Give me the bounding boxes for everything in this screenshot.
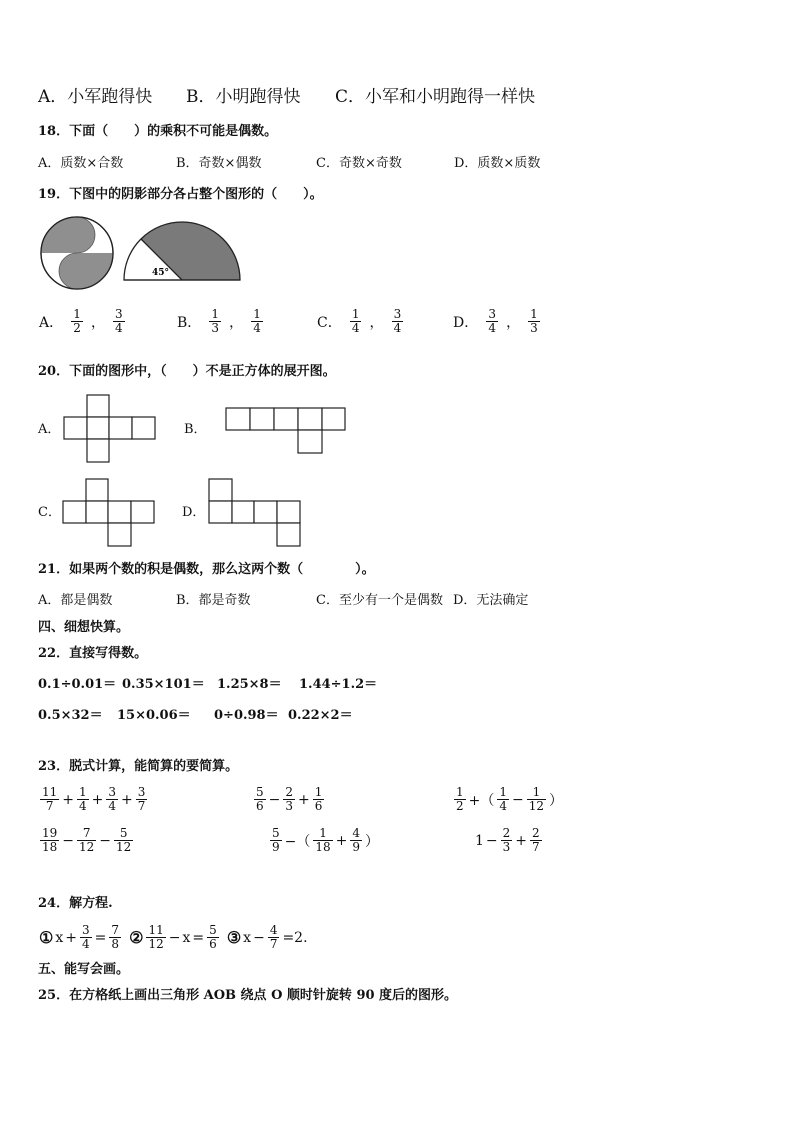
q21-option-b[interactable]: B．都是奇数 <box>176 593 251 608</box>
q25-stem: 25．在方格纸上画出三角形 AOB 绕点 O 顺时针旋转 90 度后的图形。 <box>38 988 458 1003</box>
numerator: 3 <box>81 923 90 937</box>
variable-x: x <box>243 929 252 946</box>
q24-stem: 24．解方程. <box>38 896 113 911</box>
q19-stem: 19．下图中的阴影部分各占整个图形的（ ）。 <box>38 187 323 202</box>
q18-option-b[interactable]: B．奇数×偶数 <box>176 156 262 171</box>
denominator: 7 <box>532 840 540 854</box>
numerator: 1 <box>456 785 464 799</box>
q22-item[interactable]: 0.1÷0.01＝ <box>38 677 117 692</box>
numerator: 1 <box>499 785 508 799</box>
numerator: 1 <box>79 785 87 799</box>
q18-option-a[interactable]: A．质数×合数 <box>38 156 124 171</box>
circled-two-marker: ② <box>129 928 144 947</box>
numerator: 7 <box>77 827 96 841</box>
equals-two: =2. <box>282 929 308 946</box>
q19-option-d[interactable] <box>452 308 542 335</box>
q20-label-d[interactable]: D． <box>182 505 206 520</box>
numerator: 19 <box>42 826 58 840</box>
q19-c-letter: C． <box>317 314 342 331</box>
numerator: 1 <box>211 307 220 321</box>
q23-expr-4[interactable]: $\frac{19}{18}$ − $\frac{7}{12}$ − $\frac{5}{12}$ <box>42 826 132 854</box>
q18-option-d[interactable]: D．质数×质数 <box>454 156 541 171</box>
numerator: 3 <box>137 785 146 799</box>
q19-a-letter: A． <box>39 314 64 331</box>
denominator: 18 <box>315 840 331 854</box>
q20-stem: 20．下面的图形中，（ ）不是正方体的展开图。 <box>38 364 336 379</box>
denominator: 4 <box>488 321 496 335</box>
q18-stem: 18．下面（ ）的乘积不可能是偶数。 <box>38 124 278 139</box>
denominator: 12 <box>148 937 164 951</box>
denominator: 4 <box>351 321 360 335</box>
q20-label-a[interactable]: A． <box>38 422 61 437</box>
numerator: 4 <box>269 923 278 937</box>
denominator: 4 <box>393 321 402 335</box>
denominator: 6 <box>256 799 264 813</box>
numerator: 1 <box>314 785 323 799</box>
q23-expr-6[interactable]: 1 − $\frac{2}{3}$ + $\frac{2}{7}$ <box>475 826 540 854</box>
numerator: 2 <box>532 826 540 840</box>
numerator: 7 <box>111 923 119 937</box>
variable-x: x <box>55 929 64 946</box>
q19-option-a[interactable] <box>38 308 127 335</box>
q23-expr-3[interactable]: $\frac{1}{2}$ +（ $\frac{1}{4}$ − $\frac{1}{12}$ ） <box>456 785 564 813</box>
section-4-title: 四、细想快算。 <box>38 620 130 635</box>
denominator: 4 <box>499 799 508 813</box>
denominator: 12 <box>79 840 95 854</box>
q23-expr-5[interactable]: $\frac{5}{9}$ −（ $\frac{1}{18}$ + $\frac{4}{9}$ ） <box>272 826 380 854</box>
separator: ， <box>90 314 105 331</box>
numerator: 1 <box>527 786 546 800</box>
q17-option-c[interactable]: C．小军和小明跑得一样快 <box>335 87 536 107</box>
q19-option-b[interactable] <box>176 308 265 335</box>
denominator: 7 <box>45 799 54 813</box>
circled-three-marker: ③ <box>226 928 242 947</box>
q22-item[interactable]: 0.5×32＝ <box>38 708 103 723</box>
section-5-title: 五、能写会画。 <box>38 962 130 977</box>
q22-item[interactable]: 0.22×2＝ <box>288 708 353 723</box>
numerator: 1 <box>313 827 332 841</box>
numerator: 5 <box>272 826 280 840</box>
q23-expr-1[interactable]: $\frac{11}{7}$ + $\frac{1}{4}$ + $\frac{3}{4}$ + $\frac{3}{7}$ <box>42 785 146 813</box>
denominator: 7 <box>137 799 146 813</box>
q22-item[interactable]: 1.44÷1.2＝ <box>299 677 378 692</box>
denominator: 6 <box>314 799 323 813</box>
q22-item[interactable]: 1.25×8＝ <box>217 677 282 692</box>
q24-equations[interactable]: ① x + $\frac{3}{4}$ = $\frac{7}{8}$ ② $\frac{11}{12}$ − x = $\frac{5}{6}$ ③ x − $\frac{4}{7}$ =2. <box>39 923 308 951</box>
cube-net-d[interactable] <box>208 478 302 548</box>
denominator: 4 <box>81 937 90 951</box>
q20-label-c[interactable]: C． <box>38 505 61 520</box>
denominator: 4 <box>79 799 87 813</box>
denominator: 4 <box>253 321 261 335</box>
denominator: 2 <box>73 321 81 335</box>
numerator: 3 <box>115 307 123 321</box>
angle-label: 45° <box>152 268 170 278</box>
q22-item[interactable]: 0÷0.98＝ <box>214 708 279 723</box>
denominator: 4 <box>108 799 117 813</box>
numerator: 11 <box>42 785 58 799</box>
circled-one-marker: ① <box>39 928 54 947</box>
numerator: 3 <box>488 307 496 321</box>
numerator: 1 <box>351 307 360 321</box>
variable-x: x <box>182 929 191 946</box>
denominator: 7 <box>269 937 278 951</box>
numerator: 5 <box>256 785 264 799</box>
q21-option-c[interactable]: C．至少有一个是偶数 <box>316 593 443 608</box>
numerator: 2 <box>285 785 294 799</box>
numerator: 2 <box>502 826 511 840</box>
cube-net-b[interactable] <box>225 407 347 455</box>
cube-net-a[interactable] <box>63 394 157 464</box>
integer-one: 1 <box>475 832 484 849</box>
denominator: 9 <box>272 840 280 854</box>
q23-stem: 23．脱式计算，能简算的要简算。 <box>38 759 239 774</box>
numerator: 4 <box>352 826 361 840</box>
q21-stem: 21．如果两个数的积是偶数，那么这两个数（ ）。 <box>38 562 375 577</box>
q22-item[interactable]: 0.35×101＝ <box>122 677 205 692</box>
numerator: 3 <box>393 307 402 321</box>
separator: ， <box>369 314 384 331</box>
separator: ， <box>229 314 244 331</box>
numerator: 1 <box>530 307 538 321</box>
q17-option-a[interactable]: A．小军跑得快 <box>38 87 153 107</box>
numerator: 5 <box>209 923 217 937</box>
pinwheel-circle-figure <box>40 216 114 290</box>
q22-stem: 22．直接写得数。 <box>38 646 148 661</box>
q18-option-c[interactable]: C．奇数×奇数 <box>316 156 402 171</box>
q19-b-letter: B． <box>177 314 202 331</box>
q19-d-letter: D． <box>453 314 479 331</box>
denominator: 3 <box>211 321 220 335</box>
denominator: 6 <box>209 937 217 951</box>
q22-item[interactable]: 15×0.06＝ <box>117 708 191 723</box>
denominator: 8 <box>111 937 119 951</box>
numerator: 5 <box>114 827 133 841</box>
denominator: 12 <box>116 840 132 854</box>
denominator: 3 <box>530 321 538 335</box>
q23-expr-2[interactable]: $\frac{5}{6}$ − $\frac{2}{3}$ + $\frac{1}{6}$ <box>256 785 323 813</box>
cube-net-c[interactable] <box>62 478 156 548</box>
denominator: 2 <box>456 799 464 813</box>
separator: ， <box>506 314 521 331</box>
numerator: 1 <box>73 307 81 321</box>
numerator: 11 <box>148 923 164 937</box>
q20-label-b[interactable]: B． <box>184 422 207 437</box>
numerator: 1 <box>253 307 261 321</box>
semicircle-sector-figure <box>124 222 242 282</box>
q21-option-a[interactable]: A．都是偶数 <box>38 593 113 608</box>
q17-option-b[interactable]: B．小明跑得快 <box>186 87 301 107</box>
denominator: 4 <box>115 321 123 335</box>
denominator: 18 <box>42 840 58 854</box>
denominator: 12 <box>528 799 545 813</box>
denominator: 3 <box>285 799 294 813</box>
q19-option-c[interactable] <box>316 308 405 335</box>
denominator: 3 <box>502 840 511 854</box>
q21-option-d[interactable]: D．无法确定 <box>453 593 529 608</box>
numerator: 3 <box>108 785 117 799</box>
denominator: 9 <box>352 840 361 854</box>
